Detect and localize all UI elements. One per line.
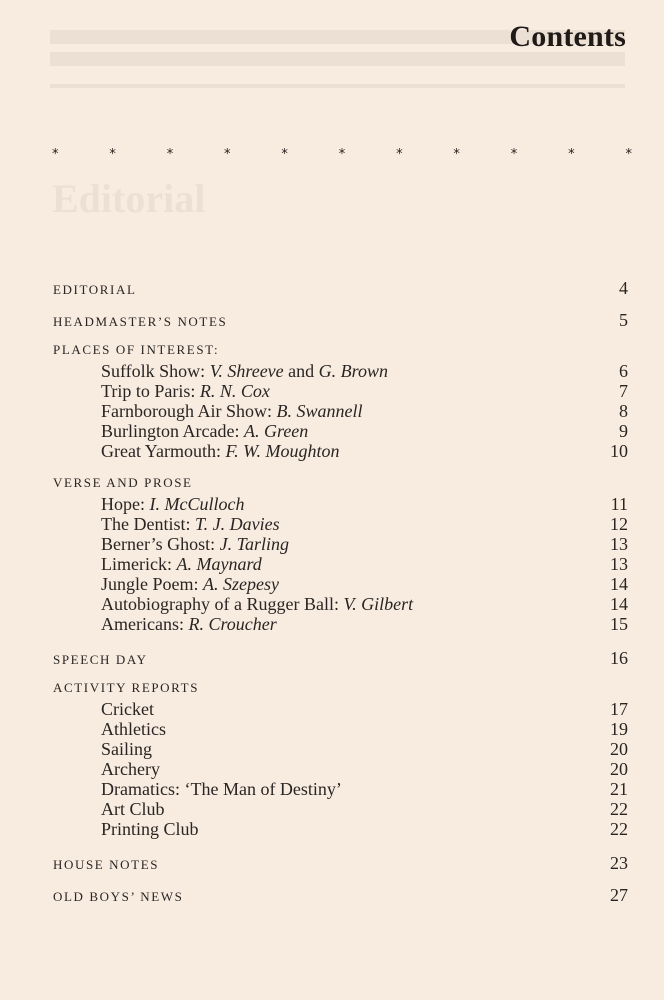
toc-subentry[interactable] bbox=[53, 574, 628, 594]
toc-section-places-of-interest bbox=[53, 342, 628, 361]
entry-author: A. Szepesy bbox=[203, 574, 279, 594]
section-label: HOUSE NOTES bbox=[53, 857, 160, 872]
star-icon: * bbox=[510, 147, 518, 162]
entry-title: Berner’s Ghost: bbox=[101, 534, 216, 554]
star-icon: * bbox=[338, 147, 346, 162]
entry-title: Hope: bbox=[101, 494, 145, 514]
page-number: 5 bbox=[619, 310, 628, 330]
entry-author: I. McCulloch bbox=[149, 494, 245, 514]
page-number: 22 bbox=[610, 799, 628, 819]
entry-title: Autobiography of a Rugger Ball: bbox=[101, 594, 339, 614]
toc-subentry[interactable] bbox=[53, 494, 628, 514]
star-icon: * bbox=[453, 147, 460, 162]
entry-title: Americans: bbox=[101, 614, 184, 634]
entry-author: R. Croucher bbox=[188, 614, 277, 634]
entry-author: V. Shreeve bbox=[209, 361, 284, 381]
star-icon: * bbox=[109, 147, 116, 162]
toc-subentry[interactable] bbox=[53, 401, 628, 421]
toc-subentry[interactable] bbox=[53, 361, 628, 381]
section-label: OLD BOYS’ NEWS bbox=[53, 889, 184, 904]
entry-title: Athletics bbox=[101, 719, 166, 739]
toc-subentry[interactable] bbox=[53, 534, 628, 554]
toc-subentry[interactable] bbox=[53, 421, 628, 441]
toc-subentry[interactable] bbox=[53, 381, 628, 401]
toc-subentry[interactable] bbox=[53, 554, 628, 574]
toc-subentry[interactable] bbox=[53, 514, 628, 534]
toc-subentry[interactable] bbox=[53, 799, 628, 819]
entry-title: Sailing bbox=[101, 739, 153, 759]
bleed-through-graphic bbox=[50, 0, 625, 115]
section-label: HEADMASTER’S NOTES bbox=[53, 314, 228, 329]
section-label: SPEECH DAY bbox=[53, 652, 148, 667]
page-number: 6 bbox=[619, 361, 628, 381]
entry-title: Archery bbox=[101, 759, 160, 779]
entry-author: A. Maynard bbox=[176, 554, 262, 574]
toc-subentry[interactable] bbox=[53, 441, 628, 461]
page-number: 17 bbox=[610, 699, 628, 719]
entry-author: B. Swannell bbox=[276, 401, 363, 421]
entry-author: T. J. Davies bbox=[194, 514, 280, 534]
star-ornament bbox=[52, 147, 632, 162]
star-icon: * bbox=[52, 147, 59, 162]
entry-title: Limerick: bbox=[101, 554, 172, 574]
entry-author: J. Tarling bbox=[219, 534, 290, 554]
entry-author: R. N. Cox bbox=[199, 381, 270, 401]
page-number: 11 bbox=[610, 494, 628, 514]
page-number: 12 bbox=[610, 514, 628, 534]
entry-author: F. W. Moughton bbox=[225, 441, 340, 461]
toc-section-activity-reports bbox=[53, 680, 628, 699]
page-number: 20 bbox=[610, 759, 628, 779]
entry-title: Art Club bbox=[101, 799, 165, 819]
entry-title: Jungle Poem: bbox=[101, 574, 199, 594]
entry-joiner: and bbox=[288, 361, 315, 381]
page-number: 14 bbox=[610, 594, 628, 614]
page-number: 8 bbox=[619, 401, 628, 421]
entry-title: Farnborough Air Show: bbox=[101, 401, 272, 421]
star-icon: * bbox=[281, 147, 288, 162]
page-number: 21 bbox=[610, 779, 628, 799]
toc-subentry[interactable] bbox=[53, 614, 628, 634]
entry-author: V. Gilbert bbox=[343, 594, 414, 614]
star-icon: * bbox=[224, 147, 231, 162]
toc-subentry[interactable] bbox=[53, 759, 628, 779]
entry-title: Burlington Arcade: bbox=[101, 421, 240, 441]
page-number: 23 bbox=[610, 853, 628, 873]
toc-subentry[interactable] bbox=[53, 594, 628, 614]
entry-title: Dramatics: ‘The Man of Destiny’ bbox=[101, 779, 342, 799]
page-number: 19 bbox=[610, 719, 628, 739]
page-number: 4 bbox=[619, 278, 628, 298]
table-of-contents bbox=[53, 278, 628, 904]
page-number: 16 bbox=[610, 648, 628, 668]
toc-subentry[interactable] bbox=[53, 719, 628, 739]
toc-subentry[interactable] bbox=[53, 779, 628, 799]
star-icon: * bbox=[625, 147, 632, 162]
entry-title: Trip to Paris: bbox=[101, 381, 196, 401]
entry-title: Great Yarmouth: bbox=[101, 441, 221, 461]
toc-subentry[interactable] bbox=[53, 819, 628, 839]
page-number: 13 bbox=[610, 534, 628, 554]
page-number: 10 bbox=[610, 441, 628, 461]
star-icon: * bbox=[568, 147, 575, 162]
section-label: ACTIVITY REPORTS bbox=[53, 680, 200, 695]
page-number: 22 bbox=[610, 819, 628, 839]
entry-author: A. Green bbox=[243, 421, 309, 441]
star-icon: * bbox=[396, 147, 403, 162]
section-label: EDITORIAL bbox=[53, 282, 137, 297]
entry-title: Printing Club bbox=[101, 819, 199, 839]
section-label: PLACES OF INTEREST: bbox=[53, 342, 220, 357]
toc-entry-old-boys-news[interactable] bbox=[53, 885, 628, 904]
toc-subentry[interactable] bbox=[53, 739, 628, 759]
toc-section-verse-and-prose bbox=[53, 475, 628, 494]
page-number: 7 bbox=[619, 381, 628, 401]
entry-title: Cricket bbox=[101, 699, 154, 719]
page-number: 9 bbox=[619, 421, 628, 441]
toc-subentry[interactable] bbox=[53, 699, 628, 719]
entry-title: Suffolk Show: bbox=[101, 361, 206, 381]
entry-title: The Dentist: bbox=[101, 514, 191, 534]
page-number: 13 bbox=[610, 554, 628, 574]
toc-entry-house-notes[interactable] bbox=[53, 853, 628, 872]
page-number: 27 bbox=[610, 885, 628, 905]
toc-entry-headmasters-notes[interactable] bbox=[53, 310, 628, 329]
entry-author: G. Brown bbox=[318, 361, 388, 381]
toc-entry-speech-day[interactable] bbox=[53, 648, 628, 667]
page-title: Contents bbox=[509, 20, 626, 53]
page-number: 14 bbox=[610, 574, 628, 594]
toc-entry-editorial[interactable] bbox=[53, 278, 628, 297]
star-icon: * bbox=[166, 147, 174, 162]
page-number: 15 bbox=[610, 614, 628, 634]
bleed-through-heading: Editorial bbox=[52, 176, 206, 221]
section-label: VERSE AND PROSE bbox=[53, 475, 193, 490]
page-number: 20 bbox=[610, 739, 628, 759]
